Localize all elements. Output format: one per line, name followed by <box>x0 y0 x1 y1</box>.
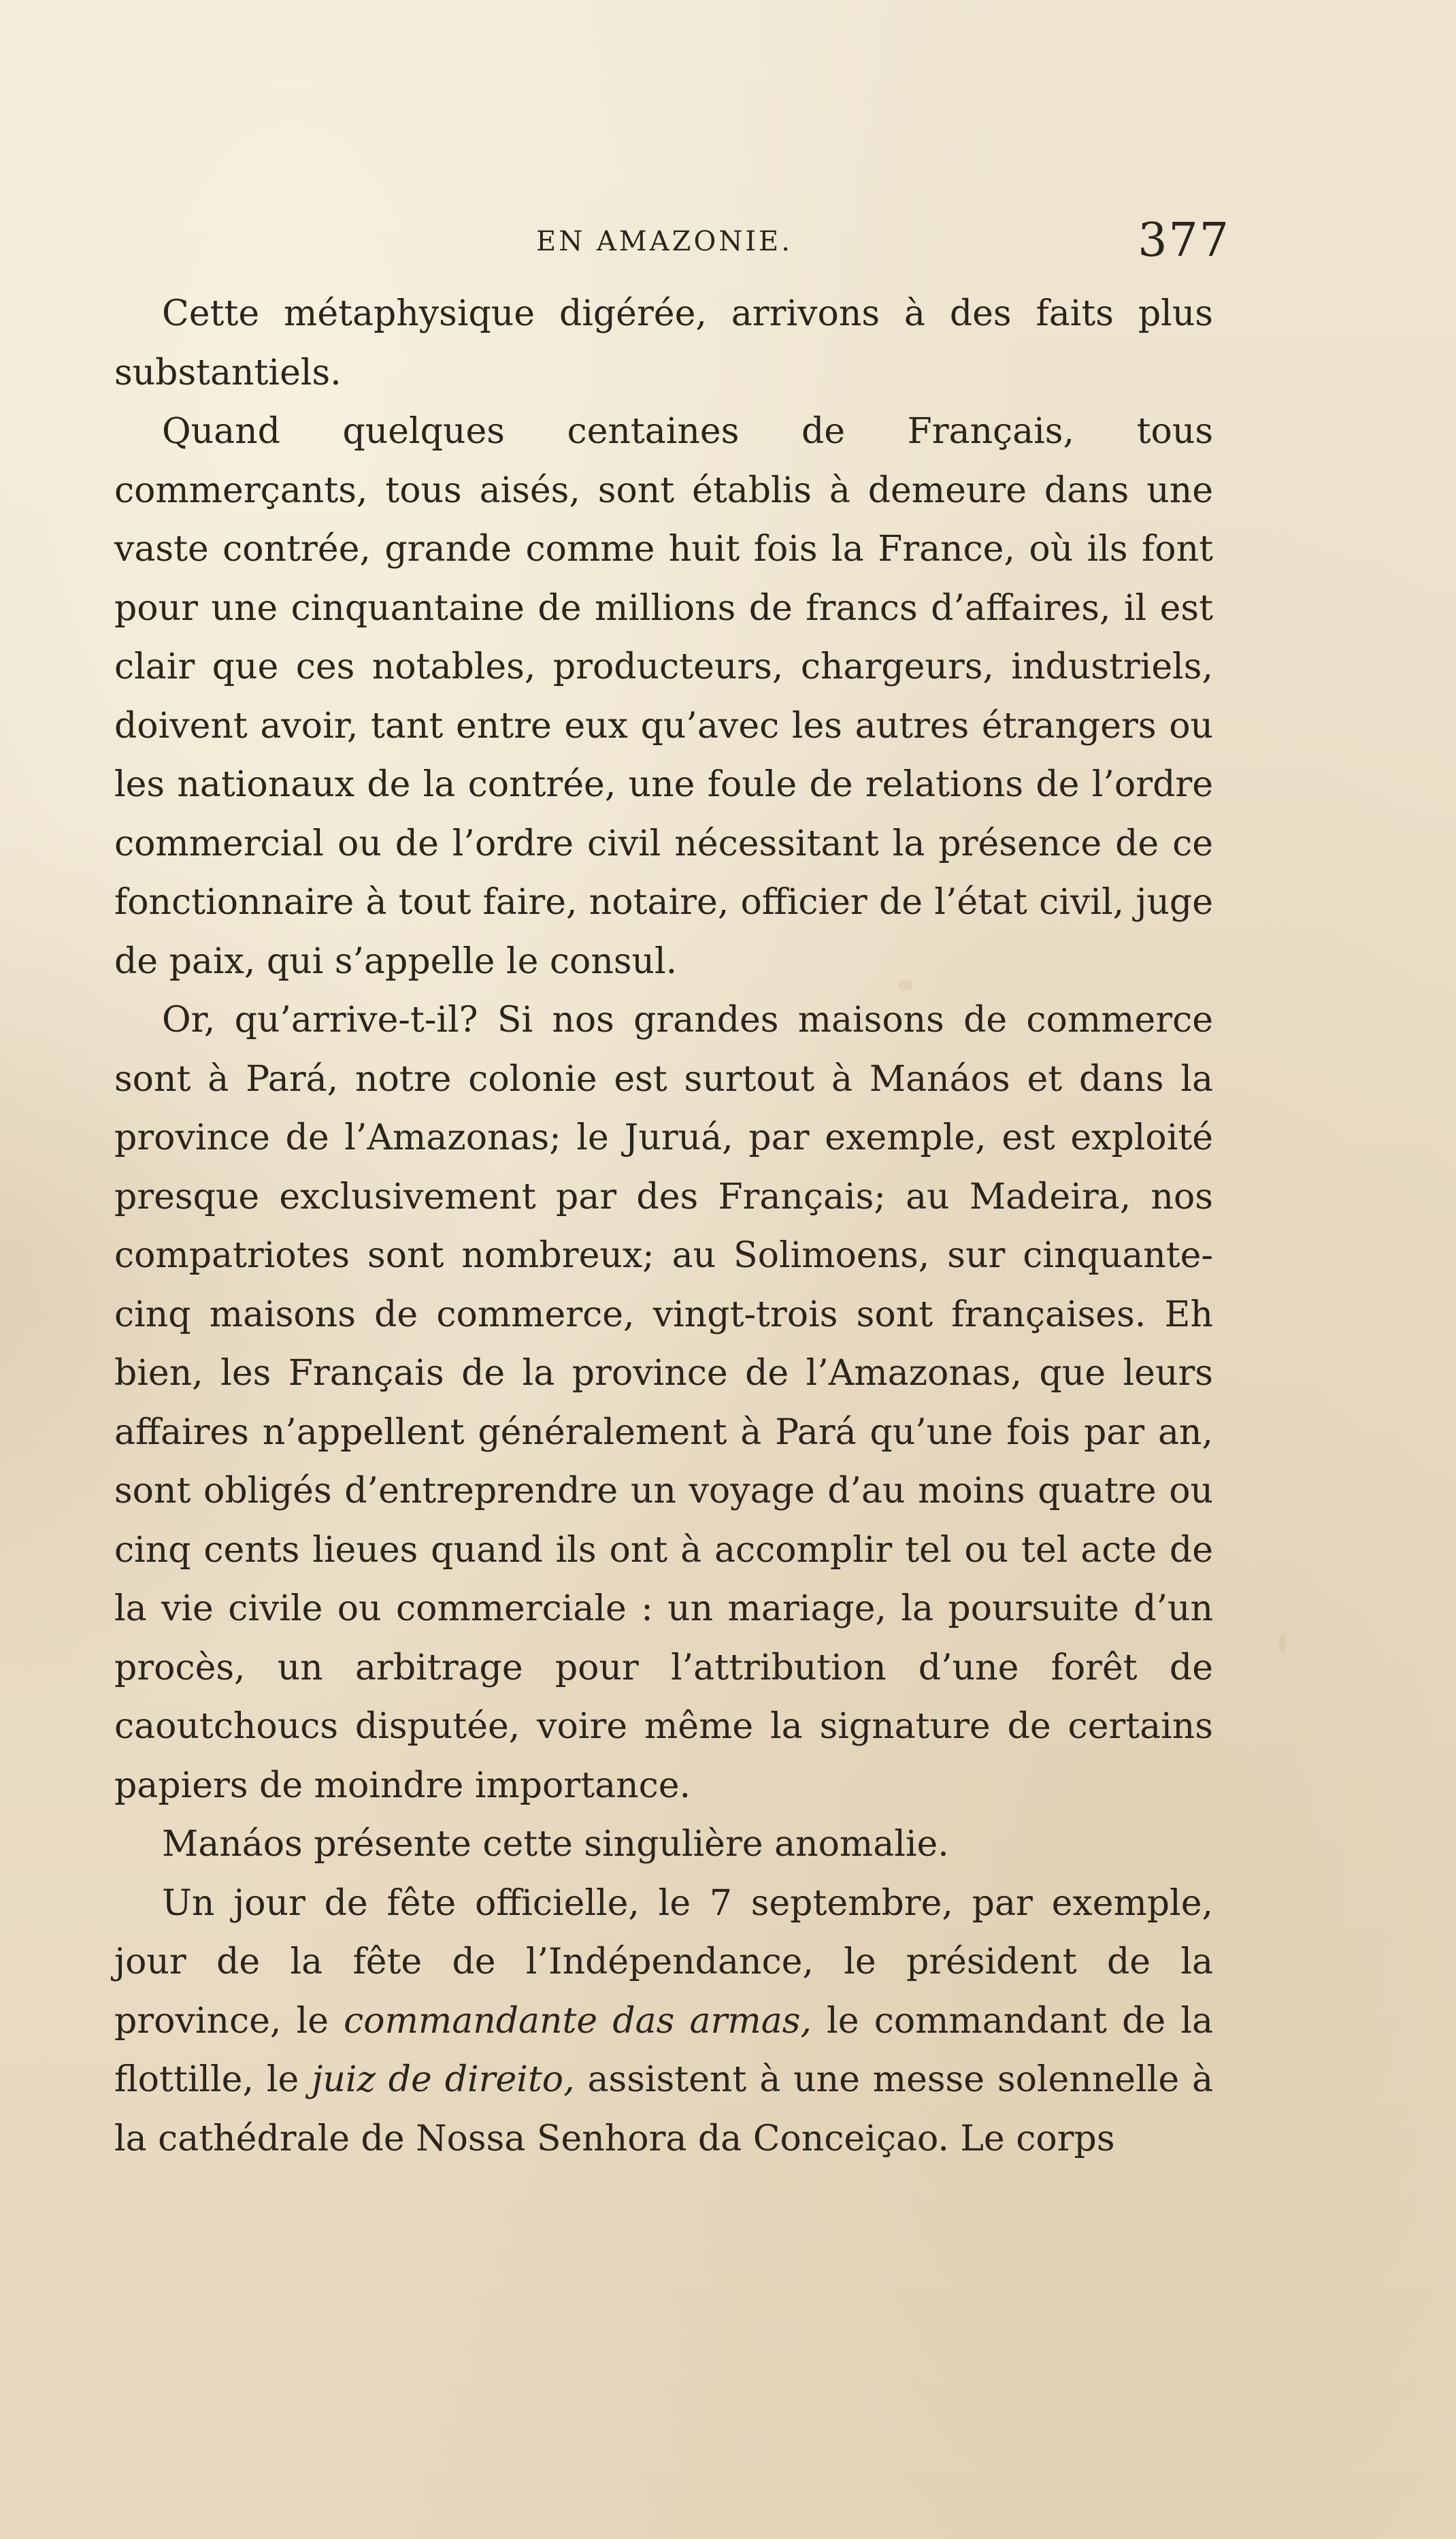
paragraph: Cette métaphysique digérée, arrivons à des faits plus substantiels. <box>114 293 1213 393</box>
page-number: 377 <box>1138 214 1230 267</box>
paragraph: Or, qu’arrive-t-il? Si nos grandes maisons de commerce sont à Pará, notre colonie est surtout à Manáos et dans la province de l’Amazonas; le Juruá, par exemple, est exploité presque exclusivement par des Français; au Madeira, nos compatriotes sont nombreux; au Solimoens, sur cinquante-cinq maisons de commerce, vingt-trois sont françaises. Eh bien, les Français de la province de l’Amazonas, que leurs affaires n’appellent généralement à Pará qu’une fois par an, sont obligés d’entreprendre un voyage d’au moins quatre ou cinq cents lieues quand ils ont à accomplir tel ou tel acte de la vie civile ou commerciale : un mariage, la poursuite d’un procès, un arbitrage pour l’attribution d’une forêt de caoutchoucs disputée, voire même la signature de certains papiers de moindre importance. <box>114 1000 1213 1806</box>
paragraph-text: assistent à une messe solennelle à la cathédrale de Nossa Senhora da Conceiçao. Le corps <box>114 2059 1214 2159</box>
paragraph <box>114 1874 1213 2169</box>
paragraph: Manáos présente cette singulière anomalie. <box>162 1824 949 1865</box>
paragraph-text: Un jour de fête officielle, le 7 septembre, par exemple, jour de la fête de l’Indépendance, le président de la province, le <box>114 1882 1213 2042</box>
running-title: EN AMAZONIE. <box>536 226 793 257</box>
paper-stain <box>1279 1633 1286 1654</box>
italic-term: commandante das armas, <box>344 2000 812 2042</box>
paragraph-text: le commandant de la flottille, le <box>114 2000 1213 2100</box>
page-header <box>114 216 1230 271</box>
italic-term: juiz de direito, <box>312 2059 575 2100</box>
paragraph: Quand quelques centaines de Français, tous commerçants, tous aisés, sont établis à demeure dans une vaste contrée, grande comme huit fois la France, où ils font pour une cinquantaine de millions de francs d’affaires, il est clair que ces notables, producteurs, chargeurs, industriels, doivent avoir, tant entre eux qu’avec les autres étrangers ou les nationaux de la contrée, une foule de relations de l’ordre commercial ou de l’ordre civil nécessitant la présence de ce fonctionnaire à tout faire, notaire, officier de l’état civil, juge de paix, qui s’appelle le consul. <box>114 411 1213 982</box>
body-text <box>114 284 1213 2168</box>
